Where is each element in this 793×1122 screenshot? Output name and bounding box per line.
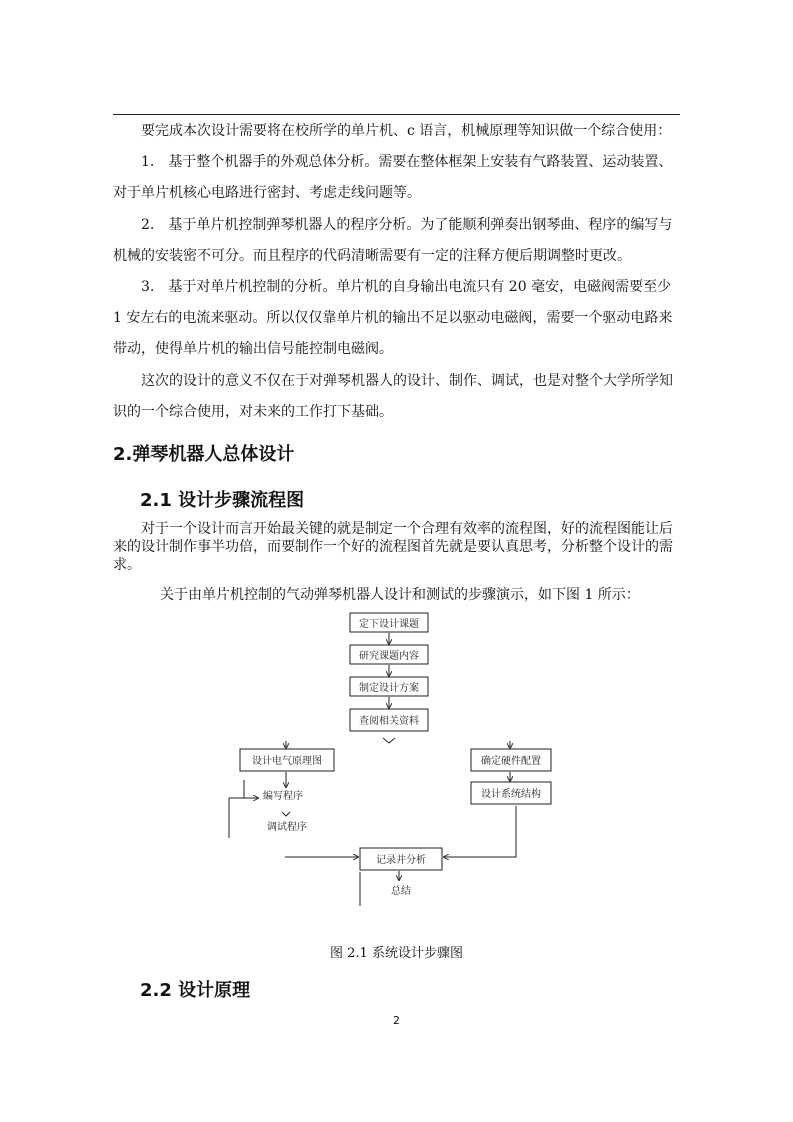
flow-label-debug: 调试程序 (267, 822, 307, 833)
paragraph-item-2: 2. 基于单片机控制弹琴机器人的程序分析。为了能顺利弹奏出钢琴曲、程序的编写与机械的安装密不可分。而且程序的代码清晰需要有一定的注释方便后期调整时更改。 (113, 217, 673, 264)
flow-label-define-topic: 定下设计课题 (359, 619, 419, 630)
paragraph-intro: 要完成本次设计需要将在校所学的单片机、c 语言，机械原理等知识做一个综合使用： (141, 123, 672, 139)
page-number: 2 (393, 1014, 400, 1027)
flow-label-hardware: 确定硬件配置 (481, 756, 541, 767)
subsection-heading-principle: 2.2 设计原理 (140, 980, 251, 1001)
flow-label-record: 记录并分析 (376, 855, 426, 866)
flow-label-structure: 设计系统结构 (481, 789, 541, 800)
flow-label-circuit: 设计电气原理图 (252, 756, 322, 767)
section-heading: 2.弹琴机器人总体设计 (113, 444, 295, 465)
paragraph-figure-reference: 关于由单片机控制的气动弹琴机器人设计和测试的步骤演示，如下图 1 所示： (160, 587, 640, 603)
flow-label-program: 编写程序 (263, 791, 303, 802)
figure-caption: 图 2.1 系统设计步骤图 (330, 946, 463, 961)
flow-label-consult: 查阅相关资料 (359, 716, 419, 727)
flow-label-research: 研究课题内容 (359, 651, 419, 662)
paragraph-item-3: 3. 基于对单片机控制的分析。单片机的自身输出电流只有 20 毫安，电磁阀需要至少 1 安左右的电流来驱动。所以仅仅靠单片机的输出不足以驱动电磁阀，需要一个驱动电路来带动，使得单片机的输出信号能控制电磁阀。 (113, 279, 673, 357)
paragraph-flowchart-intro: 对于一个设计而言开始最关键的就是制定一个合理有效率的流程图，好的流程图能让后来的设计制作事半功倍，而要制作一个好的流程图首先就是要认真思考，分析整个设计的需求。 (113, 521, 673, 573)
paragraph-item-1: 1. 基于整个机器手的外观总体分析。需要在整体框架上安装有气路装置、运动装置、对于单片机核心电路进行密封、考虑走线问题等。 (113, 154, 673, 201)
flow-label-summary: 总结 (391, 886, 411, 897)
paragraph-significance: 这次的设计的意义不仅在于对弹琴机器人的设计、制作、调试，也是对整个大学所学知识的一个综合使用，对未来的工作打下基础。 (113, 373, 673, 420)
flow-label-plan: 制定设计方案 (359, 683, 419, 694)
subsection-heading-flowchart: 2.1 设计步骤流程图 (140, 490, 305, 511)
